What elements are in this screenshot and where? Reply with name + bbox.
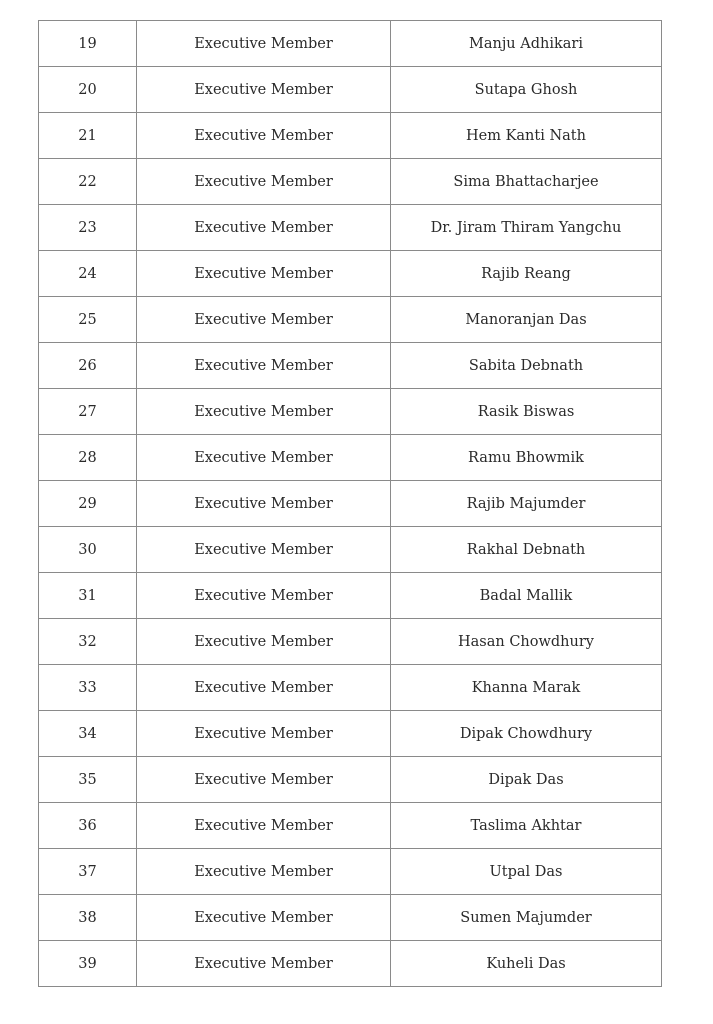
serial-number-cell: 24 (39, 251, 137, 297)
member-name-cell: Dipak Chowdhury (391, 711, 662, 757)
serial-number-cell: 19 (39, 21, 137, 67)
member-name-cell: Badal Mallik (391, 573, 662, 619)
designation-cell: Executive Member (137, 251, 391, 297)
serial-number-cell: 23 (39, 205, 137, 251)
members-table-body (39, 21, 662, 987)
member-name-cell: Hasan Chowdhury (391, 619, 662, 665)
member-name-cell: Rajib Majumder (391, 481, 662, 527)
member-name-cell: Taslima Akhtar (391, 803, 662, 849)
serial-number-cell: 27 (39, 389, 137, 435)
serial-number-cell: 25 (39, 297, 137, 343)
member-name-cell: Dipak Das (391, 757, 662, 803)
table-row (39, 113, 662, 159)
table-row (39, 941, 662, 987)
table-row (39, 711, 662, 757)
member-name-cell: Manoranjan Das (391, 297, 662, 343)
member-name-cell: Ramu Bhowmik (391, 435, 662, 481)
table-row (39, 21, 662, 67)
member-name-cell: Rakhal Debnath (391, 527, 662, 573)
member-name-cell: Rasik Biswas (391, 389, 662, 435)
designation-cell: Executive Member (137, 67, 391, 113)
designation-cell: Executive Member (137, 205, 391, 251)
table-row (39, 895, 662, 941)
designation-cell: Executive Member (137, 113, 391, 159)
member-name-cell: Sumen Majumder (391, 895, 662, 941)
member-name-cell: Sabita Debnath (391, 343, 662, 389)
serial-number-cell: 26 (39, 343, 137, 389)
designation-cell: Executive Member (137, 665, 391, 711)
designation-cell: Executive Member (137, 941, 391, 987)
serial-number-cell: 37 (39, 849, 137, 895)
table-row (39, 251, 662, 297)
designation-cell: Executive Member (137, 895, 391, 941)
serial-number-cell: 22 (39, 159, 137, 205)
designation-cell: Executive Member (137, 297, 391, 343)
designation-cell: Executive Member (137, 159, 391, 205)
designation-cell: Executive Member (137, 435, 391, 481)
designation-cell: Executive Member (137, 343, 391, 389)
serial-number-cell: 34 (39, 711, 137, 757)
designation-cell: Executive Member (137, 573, 391, 619)
serial-number-cell: 29 (39, 481, 137, 527)
member-name-cell: Rajib Reang (391, 251, 662, 297)
table-row (39, 297, 662, 343)
table-row (39, 757, 662, 803)
serial-number-cell: 36 (39, 803, 137, 849)
table-row (39, 389, 662, 435)
table-row (39, 527, 662, 573)
table-row (39, 665, 662, 711)
serial-number-cell: 39 (39, 941, 137, 987)
serial-number-cell: 38 (39, 895, 137, 941)
designation-cell: Executive Member (137, 21, 391, 67)
designation-cell: Executive Member (137, 757, 391, 803)
designation-cell: Executive Member (137, 481, 391, 527)
serial-number-cell: 32 (39, 619, 137, 665)
member-name-cell: Khanna Marak (391, 665, 662, 711)
member-name-cell: Sutapa Ghosh (391, 67, 662, 113)
designation-cell: Executive Member (137, 849, 391, 895)
table-row (39, 67, 662, 113)
designation-cell: Executive Member (137, 711, 391, 757)
serial-number-cell: 33 (39, 665, 137, 711)
member-name-cell: Utpal Das (391, 849, 662, 895)
member-name-cell: Kuheli Das (391, 941, 662, 987)
table-row (39, 573, 662, 619)
table-row (39, 803, 662, 849)
member-name-cell: Manju Adhikari (391, 21, 662, 67)
member-name-cell: Sima Bhattacharjee (391, 159, 662, 205)
table-row (39, 481, 662, 527)
table-row (39, 343, 662, 389)
table-row (39, 849, 662, 895)
designation-cell: Executive Member (137, 527, 391, 573)
member-name-cell: Hem Kanti Nath (391, 113, 662, 159)
member-name-cell: Dr. Jiram Thiram Yangchu (391, 205, 662, 251)
serial-number-cell: 20 (39, 67, 137, 113)
serial-number-cell: 35 (39, 757, 137, 803)
designation-cell: Executive Member (137, 619, 391, 665)
members-table (38, 20, 662, 987)
serial-number-cell: 28 (39, 435, 137, 481)
table-row (39, 205, 662, 251)
serial-number-cell: 31 (39, 573, 137, 619)
designation-cell: Executive Member (137, 389, 391, 435)
designation-cell: Executive Member (137, 803, 391, 849)
table-row (39, 435, 662, 481)
serial-number-cell: 30 (39, 527, 137, 573)
table-row (39, 159, 662, 205)
table-row (39, 619, 662, 665)
serial-number-cell: 21 (39, 113, 137, 159)
